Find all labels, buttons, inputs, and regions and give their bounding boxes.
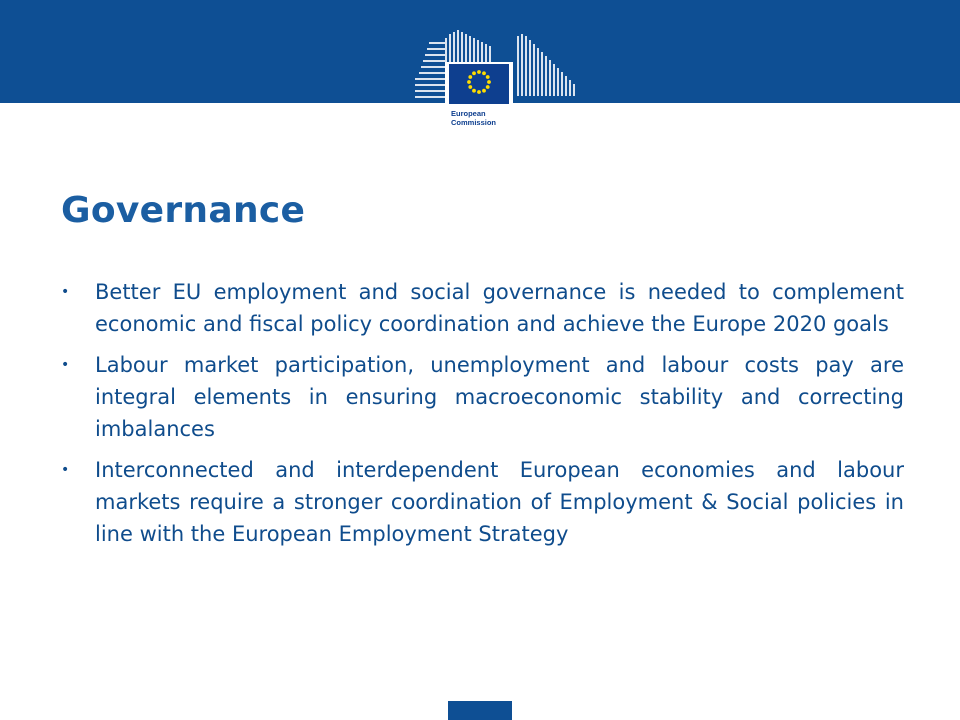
bullet-text: Labour market participation, unemployment and labour costs pay are integral elements in ensuring macroeconomic stability and correcting imbalances: [95, 353, 904, 441]
building-right-graphic: [517, 34, 575, 96]
bullet-marker: •: [61, 462, 70, 478]
bullet-item: [60, 454, 904, 550]
bullet-item: [60, 349, 904, 445]
bullet-text: Interconnected and interdependent European economies and labour markets require a stronger coordination of Employment & Social policies in line with the European Employment Strategy: [95, 458, 904, 546]
slide-title: Governance: [61, 190, 306, 231]
footer-tab: [448, 701, 512, 720]
bullet-marker: •: [61, 357, 70, 373]
bullet-item: [60, 276, 904, 340]
logo-text-line1: European: [451, 109, 486, 118]
eu-flag-icon: [449, 64, 509, 104]
bullet-list: [60, 276, 904, 559]
bullet-marker: •: [61, 284, 70, 300]
european-commission-logo: [415, 30, 580, 136]
bullet-text: Better EU employment and social governance is needed to complement economic and fiscal policy coordination and achieve the Europe 2020 goals: [95, 280, 904, 336]
logo-text-line2: Commission: [451, 118, 497, 127]
